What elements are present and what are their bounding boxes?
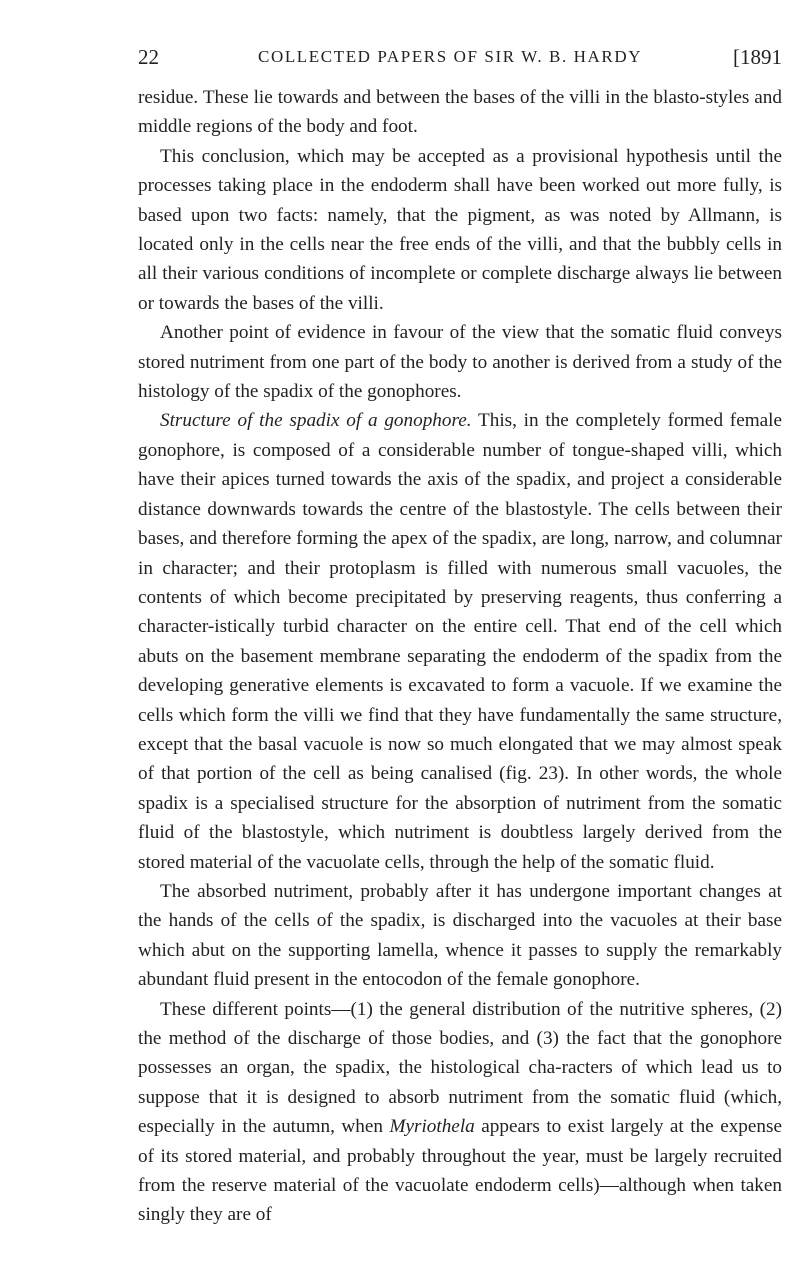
- paragraph-text: residue. These lie towards and between the bases of the villi in the blasto-styles and middle regions of the body and foot.: [138, 87, 782, 138]
- paragraph: [138, 142, 782, 318]
- paragraph-text: The absorbed nutriment, probably after it has undergone important changes at the hands of the cells of the spadix, is discharged into the vacuoles at their base which abut on the supporting lamella, whence it passes to supply the remarkably abundant fluid present in the entocodon of the female gonophore.: [138, 880, 782, 991]
- paragraph-continuation: [138, 83, 782, 142]
- paragraph: [138, 877, 782, 995]
- paragraph-text: This conclusion, which may be accepted as a provisional hypothesis until the processes taking place in the endoderm shall have been worked out more fully, is based upon two facts: namely, that the pigment, as was noted by Allmann, is located only in the cells near the free ends of the villi, and that the bubbly cells in all their various conditions of incomplete or complete discharge always lie between or towards the bases of the villi.: [138, 145, 782, 314]
- running-head: [138, 42, 782, 72]
- section-heading: Structure of the spadix of a gonophore.: [160, 410, 472, 432]
- genus-name: Myriothela: [389, 1116, 475, 1138]
- page-number: 22: [138, 45, 159, 69]
- paragraph-structure-of-spadix: [138, 406, 782, 877]
- paragraph-text: appears to exist largely at the expense of its stored material, and probably throughout the year, must be largely recruited from the reserve material of the vacuolate endoderm cells)—although when taken singly they are of: [138, 1116, 782, 1226]
- paragraph: [138, 318, 782, 406]
- paragraph: [138, 995, 782, 1230]
- paragraph-text: These different points—(1) the general distribution of the nutritive spheres, (2) the method of the discharge of those bodies, and (3) the fact that the gonophore possesses an organ, the spadix, the histological cha-racters of which lead us to suppose that it is designed to absorb nutriment from the somatic fluid (which, especially in the autumn, when: [138, 998, 782, 1138]
- year-marker: [1891: [733, 45, 782, 69]
- paragraph-text: This, in the completely formed female gonophore, is composed of a considerable number of tongue-shaped villi, which have their apices turned towards the axis of the spadix, and project a considerable distance downwards towards the centre of the blastostyle. The cells between their bases, and therefore forming the apex of the spadix, are long, narrow, and columnar in character; and their protoplasm is filled with numerous small vacuoles, the contents of which become precipitated by preserving reagents, thus conferring a character-istically turbid character on the entire cell. That end of the cell which abuts on the basement membrane separating the endoderm of the spadix from the developing generative elements is excavated to form a vacuole. If we examine the cells which form the villi we find that they have fundamentally the same structure, except that the basal vacuole is now so much elongated that we may almost speak of that portion of the cell as being canalised (fig. 23). In other words, the whole spadix is a specialised structure for the absorption of nutriment from the somatic fluid of the blastostyle, which nutriment is doubtless largely derived from the stored material of the vacuolate cells, through the help of the somatic fluid.: [138, 410, 783, 873]
- running-title: COLLECTED PAPERS OF SIR W. B. HARDY: [258, 47, 643, 66]
- body-text: [138, 83, 782, 1230]
- paragraph-text: Another point of evidence in favour of the view that the somatic fluid conveys stored nutriment from one part of the body to another is derived from a study of the histology of the spadix of the gonophores.: [138, 322, 782, 403]
